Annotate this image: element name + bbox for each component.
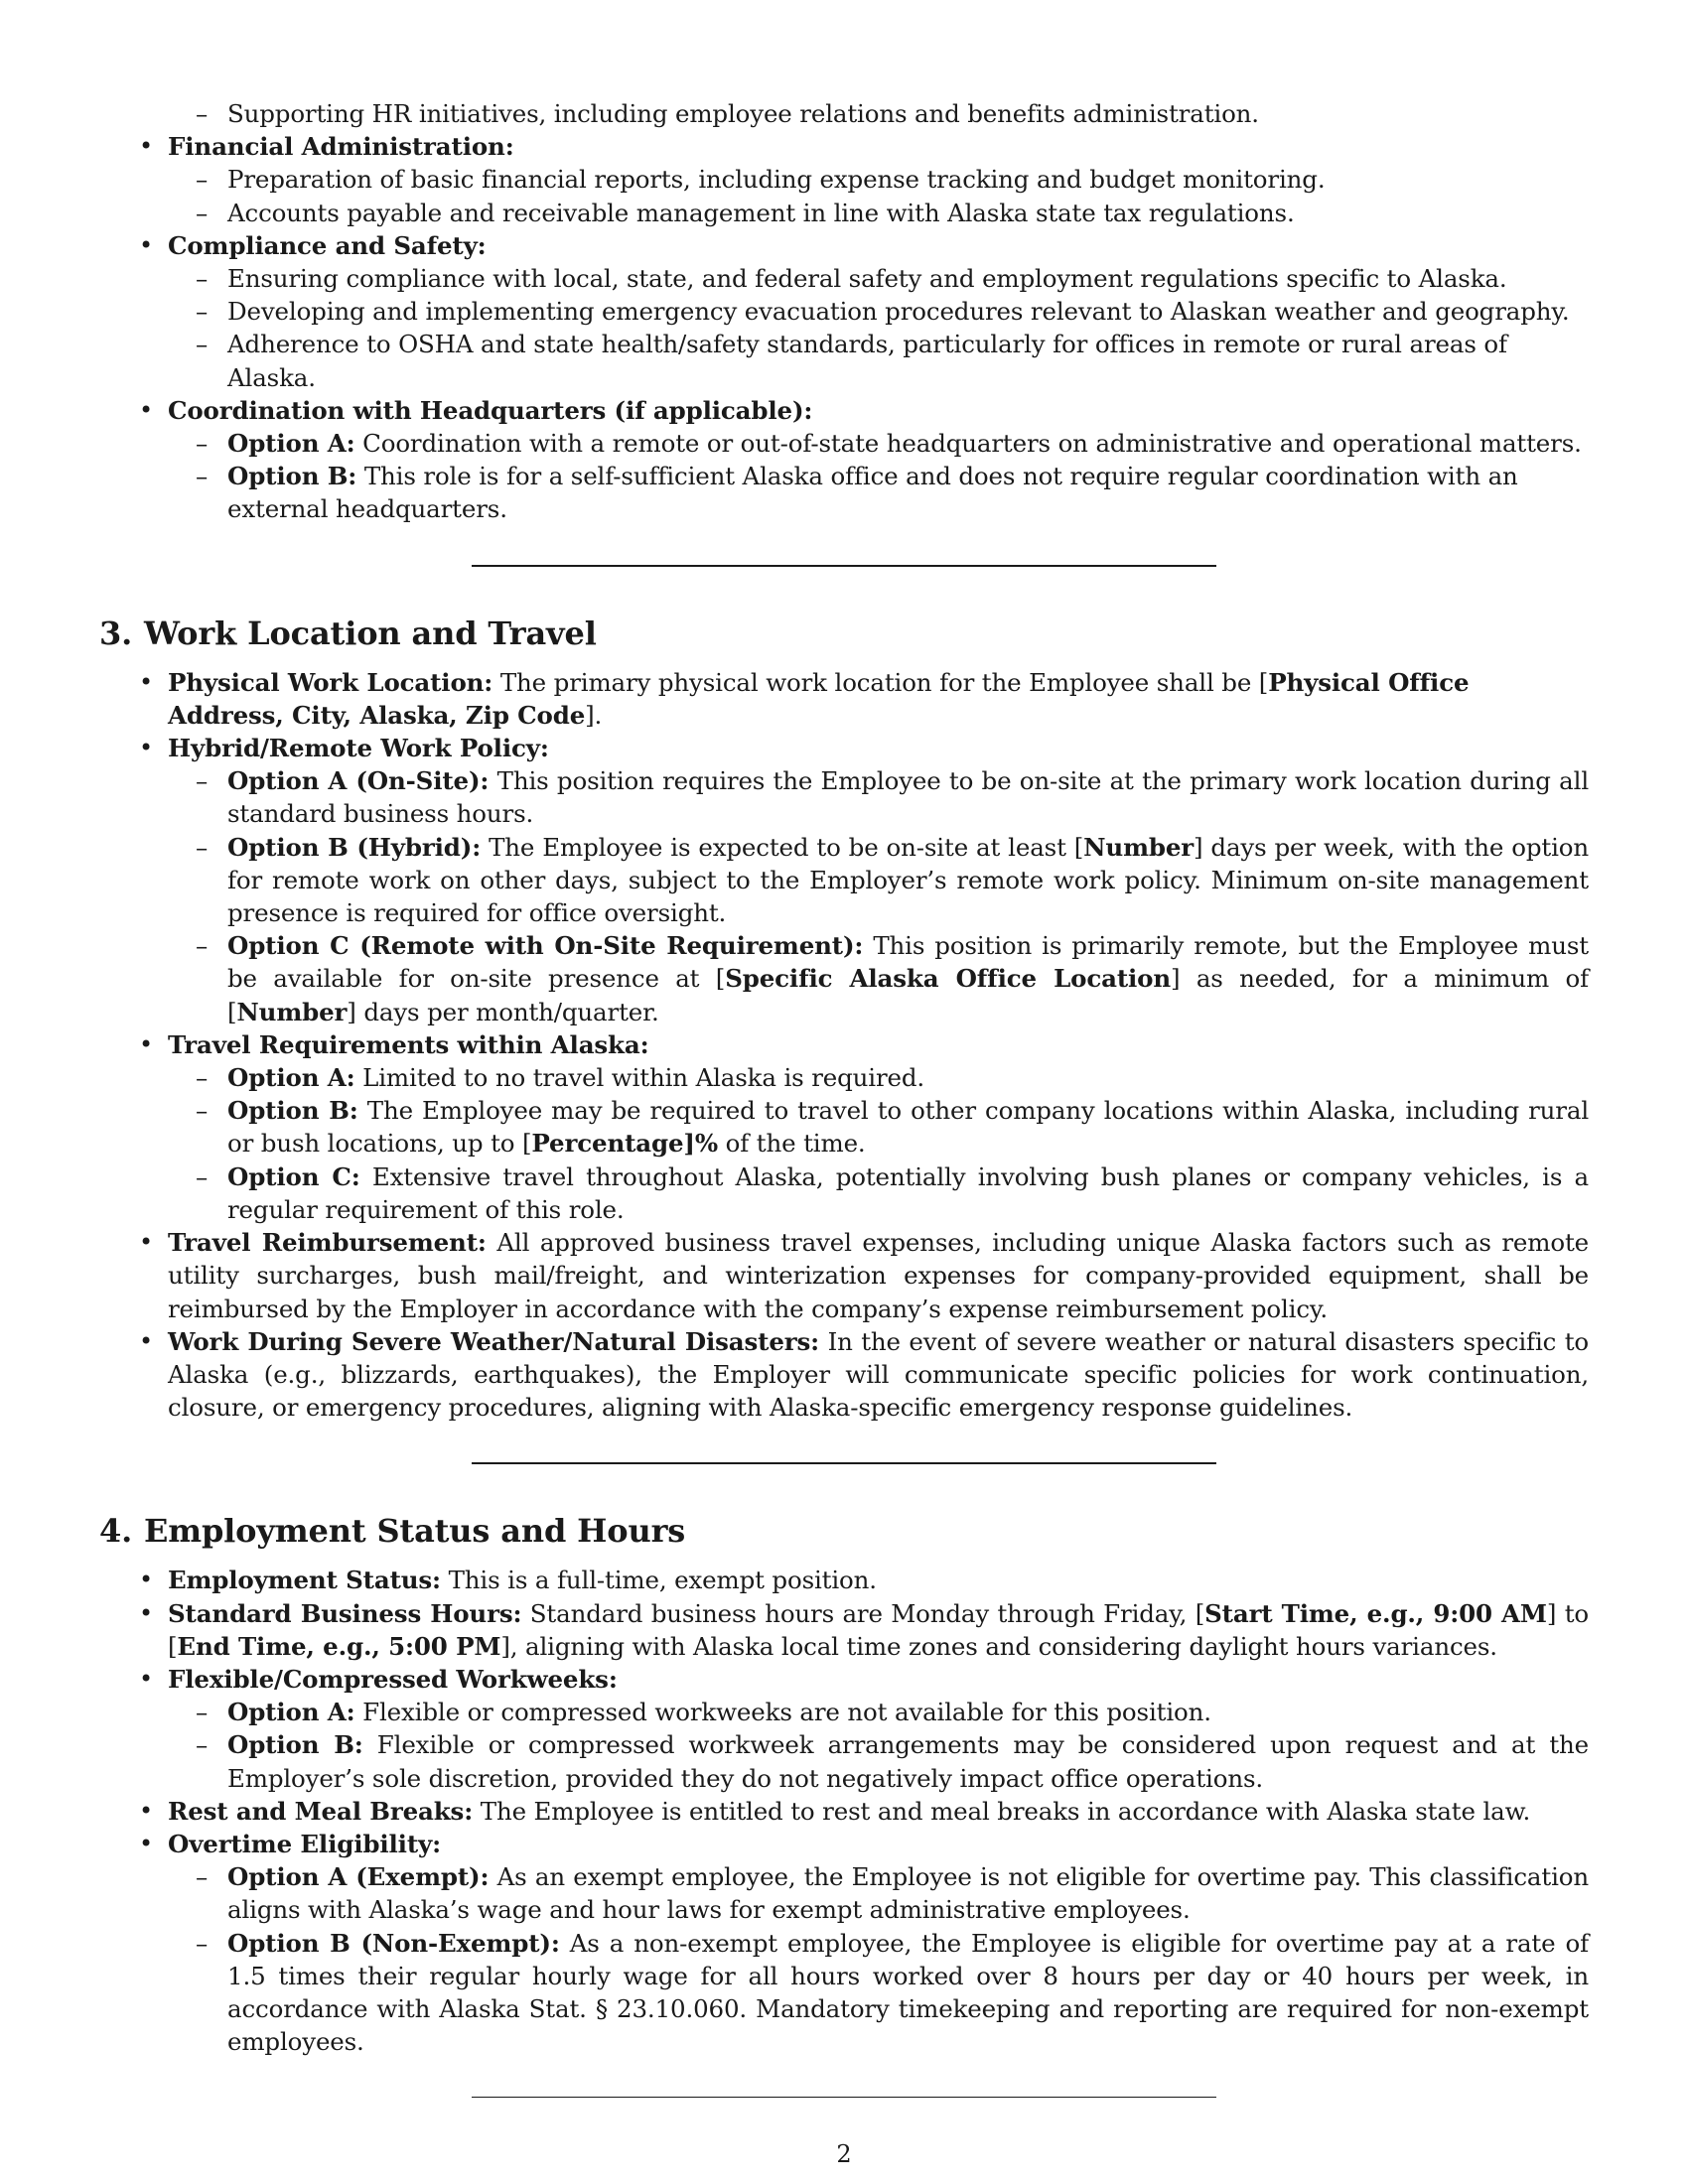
section2-list <box>99 130 1589 525</box>
list-item: – Option B: Flexible or compressed workweek arrangements may be considered upon request and at the Employer’s sole discretion, provided they do not negatively impact office operations. <box>168 1728 1589 1794</box>
page-content <box>99 97 1589 2098</box>
list-item: – Option A: Limited to no travel within Alaska is required. <box>168 1061 1589 1094</box>
list-item: – Option A (On-Site): This position requires the Employee to be on-site at the primary work location during all standard business hours. <box>168 764 1589 830</box>
sublist <box>168 1696 1589 1795</box>
sublist <box>168 764 1589 1028</box>
section-divider <box>472 2097 1216 2098</box>
list-item-severe-weather: • Work During Severe Weather/Natural Disasters: In the event of severe weather or natural disasters specific to Alaska (e.g., blizzards, earthquakes), the Employer will communicate specific policies for work continuation, closure, or emergency procedures, aligning with Alaska-specific emergency response guidelines. <box>99 1325 1589 1425</box>
list-item-financial-administration <box>99 130 1589 229</box>
page-number: 2 <box>836 2140 852 2168</box>
section-divider <box>472 565 1216 567</box>
section4-list <box>99 1564 1589 2058</box>
section-divider <box>472 1462 1216 1464</box>
list-item-flexible-workweeks: • Flexible/Compressed Workweeks: – Option A: Flexible or compressed workweeks are not available for this position. – Option B: Flexible or compressed workweek arrangements may be considered upon request and at the Employer’s sole discretion, provided they do not negatively impact office operations. <box>99 1663 1589 1795</box>
sublist <box>168 262 1589 394</box>
list-item: – Supporting HR initiatives, including employee relations and benefits administration. <box>99 97 1589 130</box>
sublist <box>168 1061 1589 1226</box>
sublist <box>168 427 1589 526</box>
sublist <box>168 1860 1589 2058</box>
list-item: – Preparation of basic financial reports, including expense tracking and budget monitoring. <box>168 163 1589 196</box>
list-item-employment-status: • Employment Status: This is a full-time, exempt position. <box>99 1564 1589 1596</box>
list-item: – Accounts payable and receivable management in line with Alaska state tax regulations. <box>168 197 1589 229</box>
list-item-compliance-safety <box>99 229 1589 394</box>
list-item-physical-work-location: • Physical Work Location: The primary physical work location for the Employee shall be [Physical Office Address, City, Alaska, Zip Code]. <box>99 666 1589 732</box>
list-item: – Option A: Coordination with a remote or out-of-state headquarters on administrative and operational matters. <box>168 427 1589 460</box>
list-item: – Option A: Flexible or compressed workweeks are not available for this position. <box>168 1696 1589 1728</box>
list-item: – Option B (Hybrid): The Employee is expected to be on-site at least [Number] days per week, with the option for remote work on other days, subject to the Employer’s remote work policy. Minimum on-site management presence is required for office oversight. <box>168 831 1589 930</box>
item-label: Compliance and Safety: <box>168 230 487 260</box>
list-item-coordination-headquarters <box>99 394 1589 526</box>
list-item-business-hours: • Standard Business Hours: Standard business hours are Monday through Friday, [Start Time, e.g., 9:00 AM] to [End Time, e.g., 5:00 PM], aligning with Alaska local time zones and considering daylight hours variances. <box>99 1597 1589 1663</box>
section3-list <box>99 666 1589 1425</box>
list-item: – Option B (Non-Exempt): As a non-exempt employee, the Employee is eligible for overtime pay at a rate of 1.5 times their regular hourly wage for all hours worked over 8 hours per day or 40 hours per week, in accordance with Alaska Stat. § 23.10.060. Mandatory timekeeping and reporting are required for non-exempt employees. <box>168 1927 1589 2059</box>
list-item-travel-requirements: • Travel Requirements within Alaska: – Option A: Limited to no travel within Alaska is required. – Option B: The Employee may be required to travel to other company locations within Alaska, including rural or bush locations, up to [Percentage]% of the time. – Option C: Extensive travel throughout Alaska, potentially involving bush planes or company vehicles, is a regular requirement of this role. <box>99 1028 1589 1226</box>
sublist <box>168 163 1589 228</box>
list-item: – Ensuring compliance with local, state, and federal safety and employment regulations specific to Alaska. <box>168 262 1589 295</box>
item-label: Financial Administration: <box>168 132 514 162</box>
section-heading: 3. Work Location and Travel <box>99 614 597 652</box>
continued-sublist <box>99 97 1589 130</box>
list-item: – Developing and implementing emergency evacuation procedures relevant to Alaskan weather and geography. <box>168 295 1589 328</box>
list-item: – Option B: The Employee may be required to travel to other company locations within Alaska, including rural or bush locations, up to [Percentage]% of the time. <box>168 1094 1589 1160</box>
list-item: – Option C: Extensive travel throughout Alaska, potentially involving bush planes or company vehicles, is a regular requirement of this role. <box>168 1160 1589 1226</box>
list-item: – Option A (Exempt): As an exempt employee, the Employee is not eligible for overtime pay. This classification aligns with Alaska’s wage and hour laws for exempt administrative employees. <box>168 1860 1589 1926</box>
list-item: – Option C (Remote with On-Site Requirement): This position is primarily remote, but the Employee must be available for on-site presence at [Specific Alaska Office Location] as needed, for a minimum of [Number] days per month/quarter. <box>168 929 1589 1028</box>
list-item: – Option B: This role is for a self-sufficient Alaska office and does not require regular coordination with an external headquarters. <box>168 460 1589 525</box>
section-heading: 4. Employment Status and Hours <box>99 1512 686 1551</box>
list-item-overtime-eligibility: • Overtime Eligibility: – Option A (Exempt): As an exempt employee, the Employee is not eligible for overtime pay. This classification aligns with Alaska’s wage and hour laws for exempt administrative employees. – Option B (Non-Exempt): As a non-exempt employee, the Employee is eligible for overtime pay at a rate of 1.5 times their regular hourly wage for all hours worked over 8 hours per day or 40 hours per week, in accordance with Alaska Stat. § 23.10.060. Mandatory timekeeping and reporting are required for non-exempt employees. <box>99 1828 1589 2058</box>
list-item-travel-reimbursement: • Travel Reimbursement: All approved business travel expenses, including unique Alaska factors such as remote utility surcharges, bush mail/freight, and winterization expenses for company-provided equipment, shall be reimbursed by the Employer in accordance with the company’s expense reimbursement policy. <box>99 1226 1589 1325</box>
item-label: Coordination with Headquarters (if applicable): <box>168 395 813 425</box>
list-item-hybrid-remote-policy: • Hybrid/Remote Work Policy: – Option A (On-Site): This position requires the Employee to be on-site at the primary work location during all standard business hours. – Option B (Hybrid): The Employee is expected to be on-site at least [Number] days per week, with the option for remote work on other days, subject to the Employer’s remote work policy. Minimum on-site management presence is required for office oversight. – Option C (Remote with On-Site Requirement): This position is primarily remote, but the Employee must be available for on-site presence at [Specific Alaska Office Location] as needed, for a minimum of [Number] days per month/quarter. <box>99 732 1589 1028</box>
list-item-rest-meal-breaks: • Rest and Meal Breaks: The Employee is entitled to rest and meal breaks in accordance with Alaska state law. <box>99 1795 1589 1828</box>
list-item: – Adherence to OSHA and state health/safety standards, particularly for offices in remote or rural areas of Alaska. <box>168 328 1589 393</box>
